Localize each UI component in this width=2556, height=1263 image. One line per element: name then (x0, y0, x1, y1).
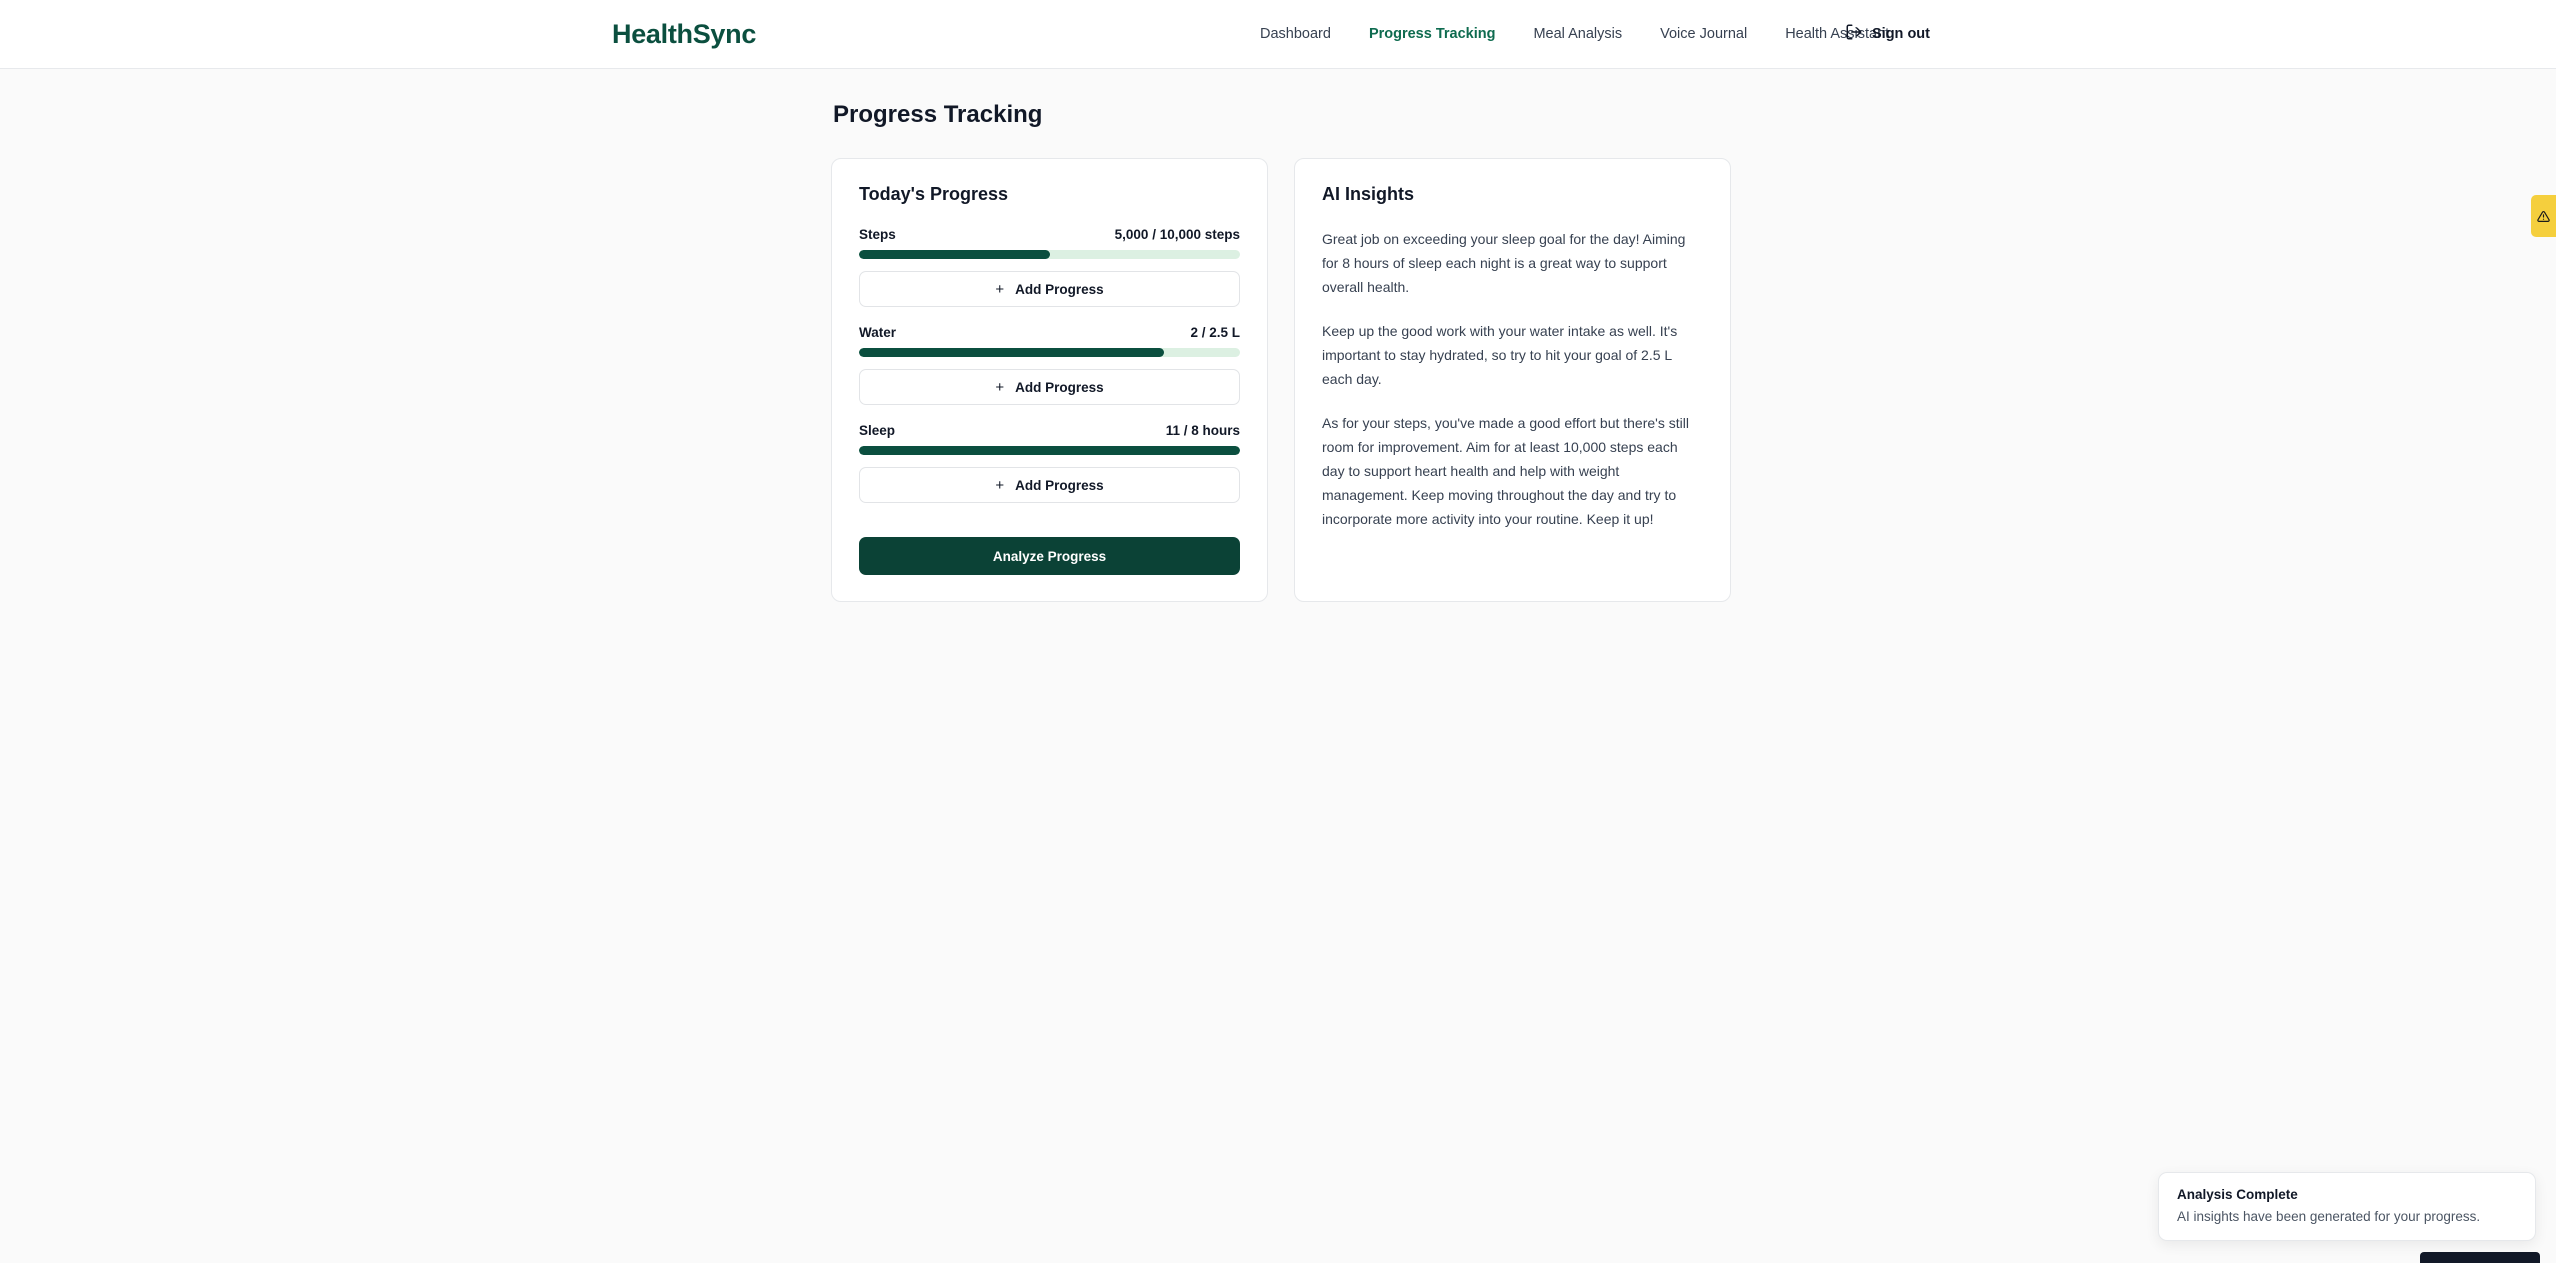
top-navbar (0, 0, 2556, 69)
toast-title: Analysis Complete (2177, 1187, 2298, 1202)
metric-water (859, 325, 1240, 405)
nav-item-dashboard[interactable]: Dashboard (1260, 26, 1331, 42)
metric-steps-label: Steps (859, 227, 896, 242)
sign-out-button[interactable] (1845, 23, 1930, 46)
metric-sleep-head (859, 423, 1240, 438)
bottom-indicator-bar (2420, 1252, 2540, 1263)
edge-notification-tab[interactable] (2531, 195, 2556, 237)
metric-water-value: 2 / 2.5 L (1190, 325, 1240, 340)
plus-icon: + (995, 280, 1005, 298)
add-progress-steps-button[interactable] (859, 271, 1240, 307)
toast-message: AI insights have been generated for your progress. (2177, 1209, 2481, 1224)
metric-sleep-progress-fill (859, 446, 1240, 455)
nav-item-meal-analysis[interactable]: Meal Analysis (1533, 26, 1623, 42)
metric-steps-head (859, 227, 1240, 242)
nav-item-health-assistant[interactable]: Health Assistant (1785, 26, 1890, 42)
metric-steps-value: 5,000 / 10,000 steps (1114, 227, 1240, 242)
add-progress-steps-label: Add Progress (1015, 281, 1104, 297)
main-nav (1260, 26, 1889, 42)
metric-sleep-progress-track (859, 446, 1240, 455)
add-progress-sleep-label: Add Progress (1015, 477, 1104, 493)
ai-insight-paragraph: Keep up the good work with your water intake as well. It's important to stay hydrated, so try to hit your goal of 2.5 L each day. (1322, 323, 1678, 387)
metric-water-progress-track (859, 348, 1240, 357)
nav-item-voice-journal[interactable]: Voice Journal (1660, 26, 1748, 42)
metric-sleep-value: 11 / 8 hours (1165, 423, 1240, 438)
add-progress-water-button[interactable] (859, 369, 1240, 405)
sign-out-label: Sign out (1872, 26, 1930, 42)
todays-progress-card (831, 158, 1268, 602)
metric-water-progress-fill (859, 348, 1164, 357)
brand-logo[interactable]: HealthSync (612, 18, 757, 49)
analyze-progress-button[interactable]: Analyze Progress (859, 537, 1240, 575)
metric-sleep (859, 423, 1240, 503)
plus-icon: + (995, 476, 1005, 494)
ai-insight-paragraph: Great job on exceeding your sleep goal for the day! Aiming for 8 hours of sleep each night is a great way to support overall health. (1322, 231, 1686, 295)
metric-water-label: Water (859, 325, 897, 340)
metric-steps-progress-track (859, 250, 1240, 259)
page-content (0, 69, 2556, 1263)
warning-triangle-icon (2537, 210, 2550, 223)
cards-container (831, 158, 1731, 602)
metric-steps (859, 227, 1240, 307)
metric-water-head (859, 325, 1240, 340)
plus-icon: + (995, 378, 1005, 396)
sign-out-icon (1845, 23, 1863, 46)
ai-insight-paragraph: As for your steps, you've made a good effort but there's still room for improvement. Aim for at least 10,000 steps each day to support heart health and help with weight management. Keep moving throughout the day and try to incorporate more activity into your routine. Keep it up! (1322, 415, 1689, 527)
ai-insights-card (1294, 158, 1731, 602)
todays-progress-title: Today's Progress (859, 184, 1009, 204)
add-progress-sleep-button[interactable] (859, 467, 1240, 503)
page-title: Progress Tracking (833, 101, 1043, 128)
metric-sleep-label: Sleep (859, 423, 896, 438)
add-progress-water-label: Add Progress (1015, 379, 1104, 395)
toast-notification (2158, 1172, 2536, 1241)
ai-insights-title: AI Insights (1322, 184, 1415, 204)
nav-item-progress-tracking[interactable]: Progress Tracking (1368, 26, 1496, 42)
metric-steps-progress-fill (859, 250, 1050, 259)
